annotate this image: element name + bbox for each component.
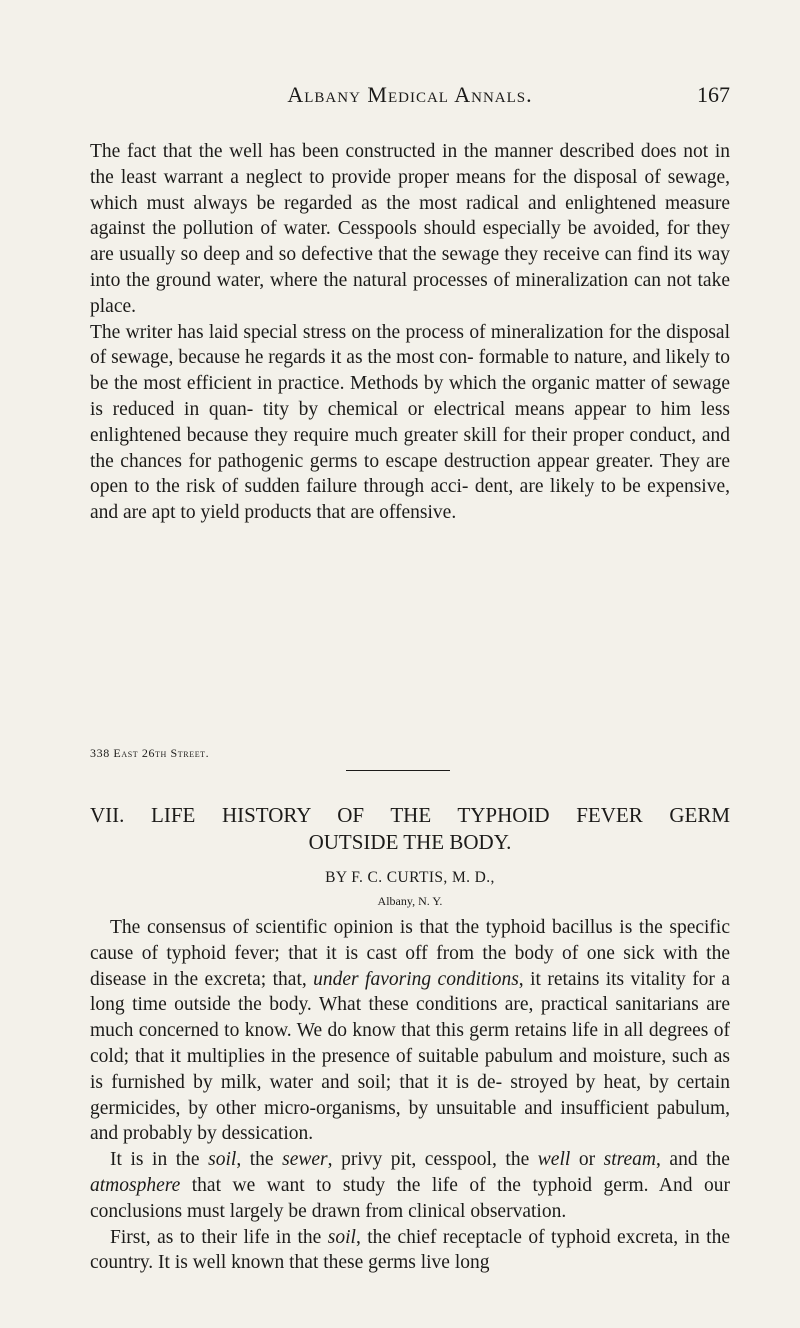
author-address: 338 East 26th Street. [90, 746, 210, 760]
running-head [90, 80, 730, 114]
text-run: or [570, 1149, 604, 1171]
italic-run: soil [208, 1149, 237, 1171]
running-title: Albany Medical Annals. [287, 82, 533, 107]
page-number: 167 [697, 82, 730, 107]
italic-run: sewer [282, 1149, 328, 1171]
text-run: , and the [656, 1149, 730, 1171]
paragraph [90, 1147, 730, 1224]
text-run: First, as to their life in the [110, 1226, 328, 1248]
italic-run: well [537, 1149, 571, 1171]
paragraph: The fact that the well has been constructed in the manner described does not in the least warrant a neglect to provide proper means for the disposal of sewage, which must always be regarded as the most radical and enlightened measure against the pollution of water. Cesspools should especially be avoided, for they are usually so deep and so defective that the sewage they receive can find its way into the ground water, where the natural processes of mineralization can not take place. [90, 141, 730, 317]
italic-run: stream [603, 1149, 656, 1171]
italic-run: under favoring conditions [313, 968, 519, 990]
text-run: The consensus of scientific opinion is that the typhoid bacillus is the specific cause of typhoid fever; that it is cast off from the body of one sick with the disease in the excreta; that, [90, 917, 730, 990]
section-divider [346, 770, 450, 771]
continued-article-text [90, 139, 730, 526]
article-body [90, 915, 730, 1276]
paragraph [90, 1225, 730, 1277]
paragraph: The writer has laid special stress on the process of mineralization for the disposal of sewage, because he regards it as the most con- formable to nature, and likely to be the most efficient in practice. Methods by which the organic matter of sewage is reduced in quan- tity by chemical or electrical means appear to him less enlightened because they require much greater skill for their proper conduct, and the chances for pathogenic germs to escape destruction appear greater. They are open to the risk of sudden failure through acci- dent, are likely to be expensive, and are apt to yield products that are offensive. [90, 321, 730, 524]
text-run: , the chief receptacle of typhoid excreta, in the country. It is well known that these germs live long [90, 1226, 731, 1274]
text-run: that we want to study the life of the typhoid germ. And our conclusions must largely be drawn from clinical observation. [90, 1174, 730, 1222]
article-location: Albany, N. Y. [377, 894, 443, 908]
italic-run: soil [327, 1226, 356, 1248]
text-run: It is in the [110, 1149, 209, 1171]
italic-run: atmosphere [90, 1174, 181, 1196]
text-run: , it retains its vitality for a long time outside the body. What these conditions are, practical sanitarians are much concerned to know. We do know that this germ retains life in all degrees of cold; that it multiplies in the presence of suitable pabulum and moisture, such as is furnished by milk, water and soil; that it is de- stroyed by heat, by certain germicides, by other micro-organisms, by unsuitable and insufficient pabulum, and probably by dessication. [90, 968, 730, 1145]
paragraph [90, 915, 730, 1147]
article-byline: BY F. C. CURTIS, M. D., [325, 869, 495, 886]
article-title [90, 802, 730, 856]
text-run: , the [236, 1149, 283, 1171]
article-title-line-2: OUTSIDE THE BODY. [308, 830, 512, 854]
article-title-line-1: VII. LIFE HISTORY OF THE TYPHOID FEVER GERM [90, 803, 730, 827]
text-run: , privy pit, cesspool, the [327, 1149, 538, 1171]
